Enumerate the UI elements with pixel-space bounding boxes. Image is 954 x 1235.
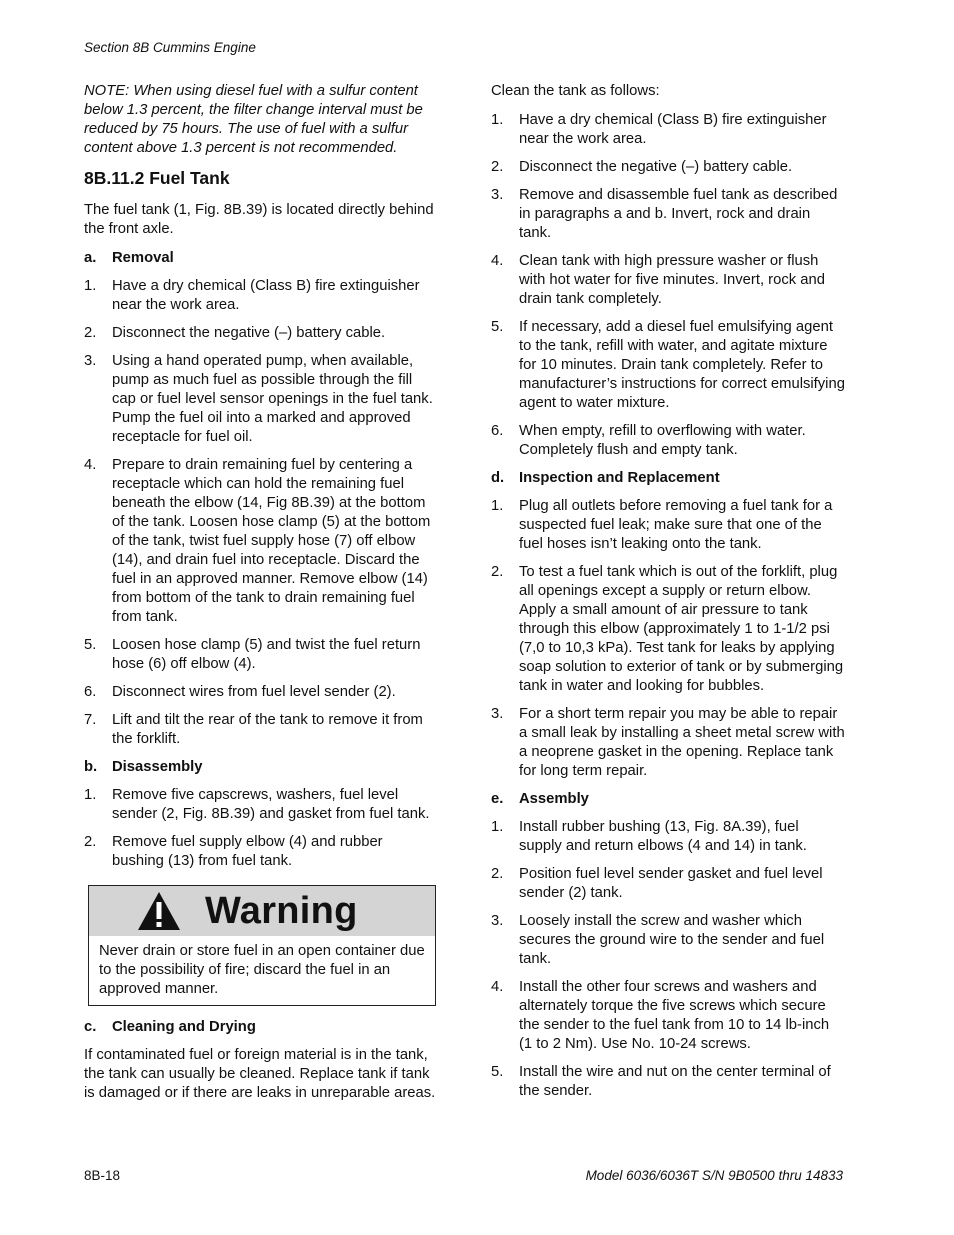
list-item — [84, 277, 438, 315]
item-number: 4. — [491, 253, 504, 269]
item-text: To test a fuel tank which is out of the forklift, plug all openings except a supply or return elbow. Apply a small amount of air pressure to tank through this elbow (approximately 1 to 1-1/2 psi (7,0 to 10,3 kPa). Test tank for leaks by applying soap solution to exterior of tank or by submerging tank in water and looking for bubbles. — [519, 564, 844, 694]
item-number: 2. — [491, 159, 504, 175]
clean-intro: Clean the tank as follows: — [491, 83, 660, 99]
removal-title: Removal — [112, 250, 174, 266]
item-number: 1. — [491, 498, 504, 514]
removal-letter: a. — [84, 250, 97, 266]
item-text: Clean tank with high pressure washer or flush with hot water for five minutes. Invert, rock and drain tank completely. — [519, 253, 825, 307]
disassembly-heading — [84, 758, 438, 777]
item-text: Plug all outlets before removing a fuel tank for a suspected fuel leak; make sure that one of the fuel hoses isn’t leaking onto the tank. — [519, 498, 833, 552]
item-text: Position fuel level sender gasket and fuel level sender (2) tank. — [519, 866, 823, 901]
item-number: 1. — [84, 278, 97, 294]
fuel-tank-intro: The fuel tank (1, Fig. 8B.39) is located directly behind the front axle. — [84, 202, 434, 237]
warning-banner — [89, 886, 435, 936]
list-item — [84, 324, 438, 343]
item-number: 2. — [491, 866, 504, 882]
list-item — [491, 563, 845, 696]
warning-text: Never drain or store fuel in an open container due to the possibility of fire; discard the fuel in an approved manner. — [99, 943, 425, 997]
assembly-letter: e. — [491, 791, 504, 807]
item-number: 4. — [84, 457, 97, 473]
running-header: Section 8B Cummins Engine — [84, 40, 256, 55]
inspection-heading — [491, 469, 845, 488]
list-item — [491, 912, 845, 969]
list-item — [491, 111, 845, 149]
list-item — [491, 158, 845, 177]
item-text: Loosen hose clamp (5) and twist the fuel return hose (6) off elbow (4). — [112, 637, 421, 672]
removal-heading — [84, 249, 438, 268]
item-text: Prepare to drain remaining fuel by centering a receptacle which can hold the remaining fuel beneath the elbow (14, Fig 8B.39) at the bottom of the tank. Loosen hose clamp (5) at the bottom of the tank, twist fuel supply hose (7) off elbow (14), and drain fuel into receptacle. Discard the fuel in an approved manner. Remove elbow (14) from bottom of the tank to drain remaining fuel from tank. — [112, 457, 431, 625]
warning-box — [88, 885, 436, 1006]
item-text: Install the other four screws and washers and alternately torque the five screws which secure the sender to the fuel tank from 10 to 14 lb-inch (1 to 2 Nm). Use No. 10-24 screws. — [519, 979, 830, 1052]
list-item — [491, 252, 845, 309]
list-item — [84, 683, 438, 702]
item-number: 5. — [491, 319, 504, 335]
warning-triangle-icon — [129, 886, 189, 936]
item-number: 2. — [491, 564, 504, 580]
item-number: 3. — [491, 706, 504, 722]
item-number: 1. — [84, 787, 97, 803]
list-item — [491, 865, 845, 903]
list-item — [84, 636, 438, 674]
page-number: 8B-18 — [84, 1168, 121, 1183]
inspection-letter: d. — [491, 470, 505, 486]
list-item — [491, 422, 845, 460]
list-item — [84, 456, 438, 627]
item-number: 3. — [491, 187, 504, 203]
list-item — [491, 186, 845, 243]
model-footer: Model 6036/6036T S/N 9B0500 thru 14833 — [585, 1168, 843, 1183]
assembly-heading — [491, 790, 845, 809]
item-text: Remove five capscrews, washers, fuel level sender (2, Fig. 8B.39) and gasket from fuel tank. — [112, 787, 430, 822]
item-text: If necessary, add a diesel fuel emulsifying agent to the tank, refill with water, and agitate mixture for 10 minutes. Drain tank completely. Refer to manufacturer’s instructions for correct emulsifying agent to water mixture. — [519, 319, 845, 411]
list-item — [84, 711, 438, 749]
right-column — [491, 82, 845, 1110]
list-item — [491, 318, 845, 413]
item-text: Have a dry chemical (Class B) fire extinguisher near the work area. — [519, 112, 827, 147]
item-number: 5. — [491, 1064, 504, 1080]
item-text: Using a hand operated pump, when available, pump as much fuel as possible through the fill cap or fuel level sensor openings in the fuel tank. Pump the fuel oil into a marked and approved receptacle for fuel oil. — [112, 353, 433, 445]
list-item — [84, 352, 438, 447]
list-item — [84, 833, 438, 871]
left-column — [84, 82, 438, 1113]
section-title: 8B.11.2 Fuel Tank — [84, 168, 230, 188]
item-number: 6. — [84, 684, 97, 700]
item-number: 6. — [491, 423, 504, 439]
list-item — [491, 497, 845, 554]
disassembly-letter: b. — [84, 759, 98, 775]
cleaning-text: If contaminated fuel or foreign material is in the tank, the tank can usually be cleaned. Replace tank if tank is damaged or if there are leaks in unreparable areas. — [84, 1047, 436, 1101]
item-text: Install the wire and nut on the center terminal of the sender. — [519, 1064, 831, 1099]
item-text: Remove fuel supply elbow (4) and rubber bushing (13) from fuel tank. — [112, 834, 383, 869]
item-text: Have a dry chemical (Class B) fire extinguisher near the work area. — [112, 278, 420, 313]
list-item — [491, 978, 845, 1054]
list-item — [84, 786, 438, 824]
item-number: 5. — [84, 637, 97, 653]
cleaning-title: Cleaning and Drying — [112, 1019, 256, 1035]
list-item — [491, 705, 845, 781]
item-text: Loosely install the screw and washer which secures the ground wire to the sender and fuel tank. — [519, 913, 825, 967]
inspection-title: Inspection and Replacement — [519, 470, 720, 486]
item-number: 4. — [491, 979, 504, 995]
item-text: For a short term repair you may be able to repair a small leak by installing a sheet metal screw with a neoprene gasket in the opening. Replace tank for long term repair. — [519, 706, 845, 779]
item-text: Disconnect wires from fuel level sender (2). — [112, 684, 396, 700]
sulfur-note: NOTE: When using diesel fuel with a sulfur content below 1.3 percent, the filter change interval must be reduced by 75 hours. The use of fuel with a sulfur content above 1.3 percent is not recommended. — [84, 83, 423, 156]
item-number: 2. — [84, 834, 97, 850]
item-number: 3. — [491, 913, 504, 929]
item-text: Lift and tilt the rear of the tank to remove it from the forklift. — [112, 712, 423, 747]
list-item — [491, 818, 845, 856]
item-number: 2. — [84, 325, 97, 341]
item-number: 7. — [84, 712, 97, 728]
item-text: Remove and disassemble fuel tank as described in paragraphs a and b. Invert, rock and drain tank. — [519, 187, 838, 241]
item-text: Install rubber bushing (13, Fig. 8A.39), fuel supply and return elbows (4 and 14) in tank. — [519, 819, 807, 854]
cleaning-letter: c. — [84, 1019, 97, 1035]
item-number: 1. — [491, 819, 504, 835]
item-number: 1. — [491, 112, 504, 128]
cleaning-heading — [84, 1018, 438, 1037]
item-text: When empty, refill to overflowing with water. Completely flush and empty tank. — [519, 423, 806, 458]
disassembly-title: Disassembly — [112, 759, 203, 775]
item-text: Disconnect the negative (–) battery cable. — [112, 325, 386, 341]
list-item — [491, 1063, 845, 1101]
item-text: Disconnect the negative (–) battery cable. — [519, 159, 793, 175]
item-number: 3. — [84, 353, 97, 369]
assembly-title: Assembly — [519, 791, 589, 807]
warning-title: Warning — [205, 889, 358, 932]
